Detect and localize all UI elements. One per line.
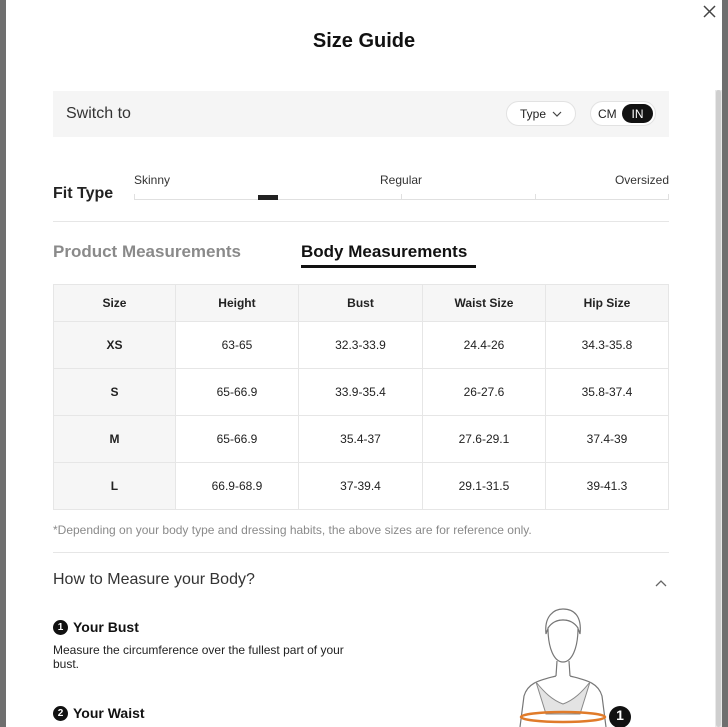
table-cell: 37-39.4 bbox=[299, 463, 423, 510]
table-cell: 29.1-31.5 bbox=[422, 463, 545, 510]
table-cell: 63-65 bbox=[175, 322, 298, 369]
unit-toggle[interactable] bbox=[590, 101, 656, 126]
dialog-scrollbar[interactable] bbox=[715, 90, 722, 727]
chevron-down-icon bbox=[552, 111, 562, 117]
column-header: Bust bbox=[299, 285, 423, 322]
table-cell: 39-41.3 bbox=[545, 463, 668, 510]
column-header: Size bbox=[54, 285, 176, 322]
close-button[interactable] bbox=[700, 2, 720, 22]
size-cell: S bbox=[54, 369, 176, 416]
table-cell: 32.3-33.9 bbox=[299, 322, 423, 369]
body-figure-illustration bbox=[506, 604, 636, 727]
table-row bbox=[54, 322, 669, 369]
how-to-measure-header[interactable]: How to Measure your Body? bbox=[53, 571, 255, 588]
table-cell: 65-66.9 bbox=[175, 416, 298, 463]
fit-type-scale bbox=[134, 172, 669, 204]
figure-marker-number: 1 bbox=[616, 707, 624, 723]
table-cell: 33.9-35.4 bbox=[299, 369, 423, 416]
step-number-badge: 1 bbox=[53, 620, 68, 635]
chevron-up-icon bbox=[654, 578, 668, 588]
fit-regular-label: Regular bbox=[380, 173, 423, 187]
switch-to-label: Switch to bbox=[66, 105, 131, 122]
unit-cm-option[interactable]: CM bbox=[598, 107, 617, 121]
step-title-text: Your Waist bbox=[73, 705, 145, 721]
fit-skinny-label: Skinny bbox=[134, 173, 171, 187]
size-table bbox=[53, 284, 669, 510]
column-header: Height bbox=[175, 285, 298, 322]
collapse-toggle[interactable] bbox=[654, 575, 668, 585]
active-tab-underline bbox=[301, 265, 476, 268]
step-bust-title bbox=[53, 619, 139, 635]
fit-tick bbox=[668, 194, 669, 200]
table-cell: 35.4-37 bbox=[299, 416, 423, 463]
fit-type-label: Fit Type bbox=[53, 185, 114, 202]
table-cell: 65-66.9 bbox=[175, 369, 298, 416]
step-title-text: Your Bust bbox=[73, 619, 139, 635]
size-cell: M bbox=[54, 416, 176, 463]
tab-body-measurements[interactable]: Body Measurements bbox=[301, 242, 468, 261]
table-row bbox=[54, 416, 669, 463]
table-cell: 35.8-37.4 bbox=[545, 369, 668, 416]
table-cell: 37.4-39 bbox=[545, 416, 668, 463]
reference-note: *Depending on your body type and dressing habits, the above sizes are for reference only. bbox=[53, 523, 532, 537]
column-header: Waist Size bbox=[422, 285, 545, 322]
type-select[interactable] bbox=[506, 101, 576, 126]
fit-level-marker bbox=[258, 195, 278, 200]
size-cell: XS bbox=[54, 322, 176, 369]
size-guide-dialog bbox=[6, 0, 722, 727]
dialog-title: Size Guide bbox=[312, 30, 416, 52]
table-row bbox=[54, 463, 669, 510]
type-select-value: Type bbox=[519, 106, 546, 121]
table-header-row bbox=[54, 285, 669, 322]
divider bbox=[53, 552, 669, 553]
table-cell: 24.4-26 bbox=[422, 322, 545, 369]
table-cell: 27.6-29.1 bbox=[422, 416, 545, 463]
fit-tick bbox=[401, 194, 402, 200]
table-cell: 26-27.6 bbox=[422, 369, 545, 416]
fit-oversized-label: Oversized bbox=[614, 173, 669, 187]
column-header: Hip Size bbox=[545, 285, 668, 322]
table-cell: 34.3-35.8 bbox=[545, 322, 668, 369]
table-cell: 66.9-68.9 bbox=[175, 463, 298, 510]
step-waist-title bbox=[53, 705, 145, 721]
divider bbox=[53, 221, 669, 222]
scrollbar-thumb[interactable] bbox=[716, 90, 721, 727]
close-icon bbox=[700, 2, 720, 22]
tab-product-measurements[interactable]: Product Measurements bbox=[53, 242, 241, 261]
fit-tick bbox=[134, 194, 135, 200]
unit-in-option[interactable]: IN bbox=[622, 104, 653, 123]
fit-tick bbox=[535, 194, 536, 200]
unit-switch-bar bbox=[53, 91, 669, 137]
size-cell: L bbox=[54, 463, 176, 510]
step-number-badge: 2 bbox=[53, 706, 68, 721]
step-bust-description: Measure the circumference over the fullest part of your bust. bbox=[53, 643, 344, 671]
table-row bbox=[54, 369, 669, 416]
